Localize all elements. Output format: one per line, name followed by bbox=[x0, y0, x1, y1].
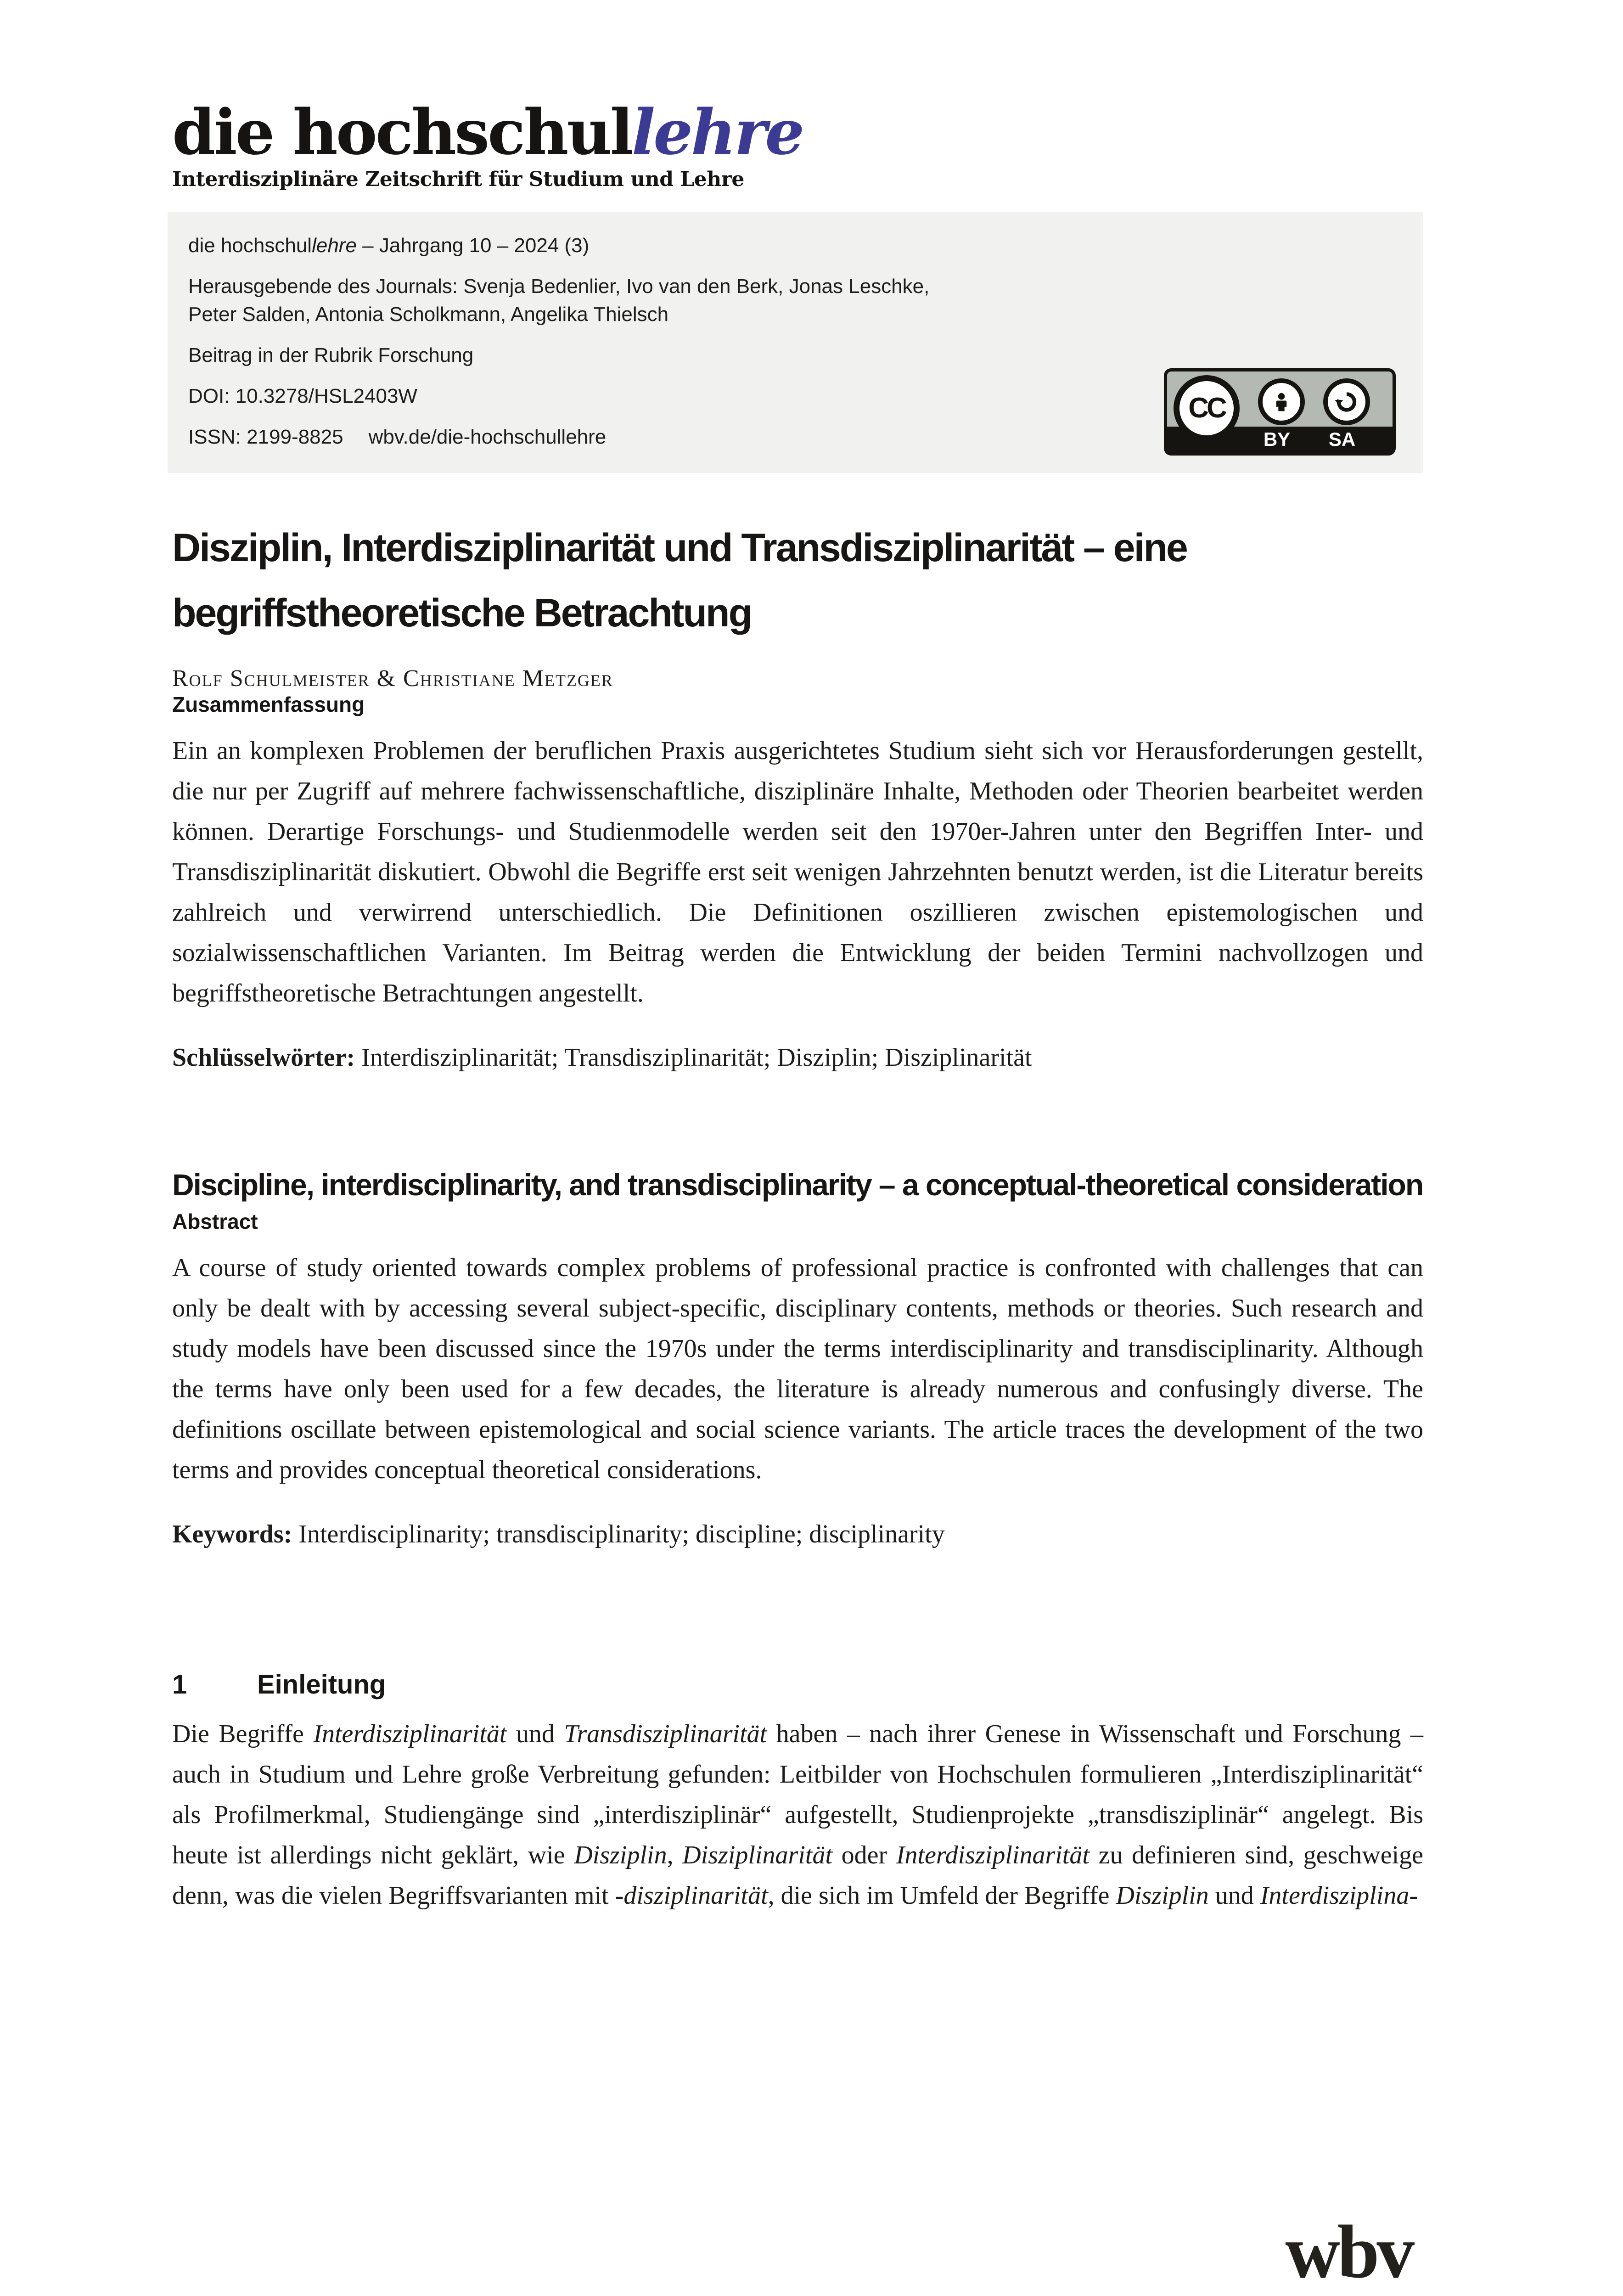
doi-line: DOI: 10.3278/HSL2403W bbox=[188, 384, 417, 407]
license-sa-label: SA bbox=[1328, 428, 1356, 450]
keywords-de: Schlüsselwörter: Interdisziplinarität; Transdisziplinarität; Disziplin; Disziplinarität bbox=[172, 1043, 1032, 1072]
journal-website-link[interactable]: wbv.de/die-hochschullehre bbox=[368, 425, 607, 448]
share-alike-icon bbox=[1323, 378, 1370, 425]
abstract-de-text: Ein an komplexen Problemen der beruflichen Praxis ausgerichtetes Studium sieht sich vor Herausforderungen gestellt, die nur per Zugriff auf mehrere fachwissenschaftliche, disziplinäre Inhalte, Methoden oder Theorien bearbeitet werden können. Derartige Forschungs- und Studienmodelle werden seit den 1970er-Jahren unter den Begriffen Inter- und Transdisziplinarität diskutiert. Obwohl die Begriffe erst seit wenigen Jahrzehnten benutzt werden, ist die Literatur bereits zahlreich und verwirrend unterschiedlich. Die Definitionen oszillieren zwischen epistemologischen und sozialwissenschaftlichen Varianten. Im Beitrag werden die Entwicklung der beiden Termini nachvollzogen und begriffstheoretische Betrachtungen angestellt. bbox=[172, 736, 1423, 1007]
license-by-label: BY bbox=[1263, 428, 1291, 450]
cc-by-sa-license-badge bbox=[1164, 368, 1396, 456]
publication-info-box bbox=[168, 212, 1423, 473]
journal-logo-black-part: die hochschul bbox=[172, 96, 632, 169]
editors-line-1: Herausgebende des Journals: Svenja Bedenlier, Ivo van den Berk, Jonas Leschke, bbox=[188, 275, 930, 298]
issue-line: die hochschullehre – Jahrgang 10 – 2024 (3) bbox=[188, 234, 590, 257]
creative-commons-icon: CC bbox=[1174, 375, 1240, 441]
publisher-wbv-logo: wbv bbox=[1285, 2210, 1412, 2294]
journal-logo-accent-part: lehre bbox=[631, 96, 803, 169]
journal-header bbox=[172, 96, 1423, 191]
editors-line bbox=[188, 272, 1403, 328]
section-1-title: Einleitung bbox=[257, 1669, 386, 1699]
article-authors: Rolf Schulmeister & Christiane Metzger bbox=[172, 665, 613, 692]
journal-logo bbox=[172, 96, 1423, 169]
section-1-number: 1 bbox=[172, 1669, 187, 1699]
article-title-en: Discipline, interdisciplinarity, and transdisciplinarity – a conceptual-theoretical consideration bbox=[172, 1167, 1423, 1202]
keywords-en: Keywords: Interdisciplinarity; transdisciplinarity; discipline; disciplinarity bbox=[172, 1519, 945, 1548]
abstract-en-text: A course of study oriented towards complex problems of professional practice is confronted with challenges that can only be dealt with by accessing several subject-specific, disciplinary contents, methods or theories. Such research and study models have been discussed since the 1970s under the terms interdisciplinarity and transdisciplinarity. Although the terms have only been used for a few decades, the literature is already numerous and confusingly diverse. The definitions oscillate between epistemological and social science variants. The article traces the development of the two terms and provides conceptual theoretical considerations. bbox=[172, 1253, 1423, 1484]
journal-logo-subtitle: Interdisziplinäre Zeitschrift für Studium und Lehre bbox=[172, 167, 744, 191]
section-1-heading bbox=[172, 1669, 1423, 1700]
rubric-line: Beitrag in der Rubrik Forschung bbox=[188, 343, 474, 366]
article-title-de: Disziplin, Interdisziplinarität und Transdisziplinarität – eine begriffstheoretische Betrachtung bbox=[172, 525, 1187, 635]
attribution-person-icon bbox=[1258, 378, 1305, 425]
editors-line-2: Peter Salden, Antonia Scholkmann, Angelika Thielsch bbox=[188, 303, 669, 326]
issn-value: ISSN: 2199-8825 bbox=[188, 425, 343, 448]
section-1-paragraph: Die Begriffe Interdisziplinarität und Transdisziplinarität haben – nach ihrer Genese in Wissenschaft und Forschung – auch in Studium und Lehre große Verbreitung gefunden: Leitbilder von Hochschulen formulieren „Interdisziplinarität“ als Profilmerkmal, Studiengänge sind „interdisziplinär“ aufgestellt, Studienprojekte „transdisziplinär“ angelegt. Bis heute ist allerdings nicht geklärt, wie Disziplin, Disziplinarität oder Interdisziplinarität zu definieren sind, geschweige denn, was die vielen Begriffsvarianten mit -disziplinarität, die sich im Umfeld der Begriffe Disziplin und Interdisziplina- bbox=[172, 1719, 1423, 1910]
abstract-en-heading: Abstract bbox=[172, 1209, 258, 1233]
abstract-de-heading: Zusammenfassung bbox=[172, 692, 365, 716]
